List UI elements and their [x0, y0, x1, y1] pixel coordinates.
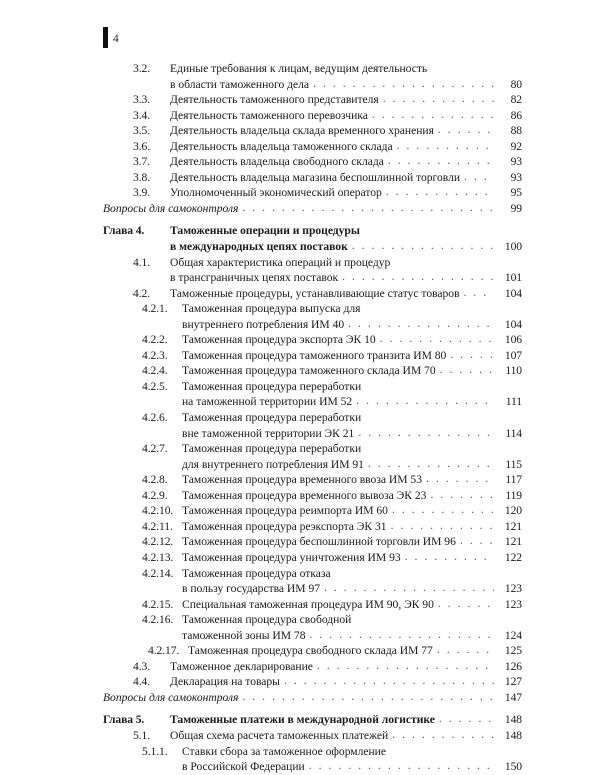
toc-entry-label: Вопросы для самоконтроля: [103, 201, 239, 215]
toc-entry-label: Единые требования к лицам, ведущим деятельность: [170, 62, 428, 75]
toc-entry-4.3[interactable]: [0, 659, 600, 675]
toc-entry-label: Таможенная процедура таможенного склада ИМ 70: [182, 364, 436, 378]
dot-leader: [242, 690, 494, 705]
running-head: [103, 26, 119, 48]
toc-entry-4.2.16[interactable]: [0, 628, 600, 644]
toc-entry-4.2.5[interactable]: [0, 379, 600, 395]
dot-leader: [386, 185, 494, 200]
toc-entry-body: [182, 581, 496, 597]
toc-entry-label: Таможенная процедура временного вывоза ЭК 23: [182, 488, 427, 502]
toc-entry-5.1.1[interactable]: [0, 744, 600, 760]
toc-entry-label: Деятельность таможенного представителя: [170, 93, 379, 107]
toc-entry-number: 3.3.: [133, 93, 150, 107]
toc-entry-4.2.12[interactable]: [0, 534, 600, 550]
toc-entry-label: в Российской Федерации: [182, 760, 305, 774]
toc-entry-label: Деятельность владельца магазина беспошлинной торговли: [170, 170, 461, 184]
toc-entry-body: [103, 201, 496, 217]
toc-entry-4.2.1[interactable]: [0, 301, 600, 317]
toc-entry-page-number: 88: [510, 124, 522, 138]
dot-leader: [313, 77, 494, 92]
dot-leader: [438, 123, 494, 138]
toc-entry-label: Таможенная процедура таможенного транзита ИМ 80: [182, 348, 447, 362]
toc-entry-label: Декларация на товары: [170, 675, 280, 689]
toc-entry-5.1[interactable]: [0, 728, 600, 744]
toc-entry-page-number: 107: [504, 348, 522, 362]
toc-entry-body: [182, 759, 496, 775]
toc-entry-3.2[interactable]: [0, 61, 600, 77]
dot-leader: [352, 239, 494, 254]
toc-entry-4.2.1[interactable]: [0, 317, 600, 333]
dot-leader: [426, 472, 494, 487]
toc-entry-page-number: 86: [510, 108, 522, 122]
dot-leader: [464, 286, 494, 301]
toc-entry-ch4[interactable]: [0, 223, 600, 239]
toc-entry-number: 4.2.16.: [142, 613, 174, 627]
toc-entry-number: 4.2.4.: [142, 364, 168, 378]
toc-entry-4.2.6[interactable]: [0, 410, 600, 426]
toc-entry-page-number: 100: [504, 240, 522, 254]
dot-leader: [324, 581, 494, 596]
toc-entry-4.2.17[interactable]: [0, 643, 600, 659]
toc-entry-body: [182, 441, 496, 457]
toc-entry-body: [170, 223, 496, 239]
toc-entry-body: [182, 612, 496, 628]
section-spacer: [0, 705, 600, 712]
dot-leader: [439, 712, 494, 727]
toc-entry-page-number: 120: [504, 504, 522, 518]
toc-entry-page-number: 93: [510, 155, 522, 169]
toc-entry-ch5[interactable]: [0, 712, 600, 728]
toc-entry-body: [182, 317, 496, 333]
toc-entry-number: 4.4.: [133, 675, 150, 689]
toc-entry-page-number: 93: [510, 170, 522, 184]
toc-entry-label: Деятельность владельца склада временного хранения: [170, 124, 434, 138]
toc-entry-label: Общая характеристика операций и процедур: [170, 255, 391, 269]
toc-entry-3.2[interactable]: [0, 77, 600, 93]
toc-entry-number: 4.2.6.: [142, 411, 168, 425]
toc-entry-4.2.7[interactable]: [0, 457, 600, 473]
toc-entry-page-number: 99: [510, 201, 522, 215]
toc-entry-label: в пользу государства ИМ 97: [182, 582, 321, 596]
toc-entry-body: [170, 108, 496, 124]
toc-entry-body: [182, 744, 496, 760]
toc-entry-page-number: 117: [505, 473, 522, 487]
toc-entry-body: [182, 301, 496, 317]
toc-entry-4.2.2[interactable]: [0, 332, 600, 348]
toc-entry-page-number: 92: [510, 139, 522, 153]
toc-entry-label: Таможенная процедура свободной: [182, 613, 352, 627]
toc-entry-number: 4.2.15.: [142, 597, 174, 611]
dot-leader: [438, 597, 494, 612]
dot-leader: [392, 728, 494, 743]
toc-entry-label: Таможенное декларирование: [170, 659, 313, 673]
toc-entry-number: 4.2.14.: [142, 566, 174, 580]
toc-entry-4.2.14[interactable]: [0, 581, 600, 597]
toc-entry-4.2.5[interactable]: [0, 394, 600, 410]
toc-entry-number: 3.8.: [133, 170, 150, 184]
toc-entry-page-number: 114: [505, 426, 522, 440]
dot-leader: [342, 270, 494, 285]
toc-entry-page-number: 148: [504, 728, 522, 742]
dot-leader: [440, 363, 494, 378]
dot-leader: [356, 394, 494, 409]
toc-entry-body: [182, 394, 496, 410]
dot-leader: [368, 457, 494, 472]
toc-entry-4.2.9[interactable]: [0, 488, 600, 504]
toc-entry-label: в области таможенного дела: [170, 77, 310, 91]
toc-entry-page-number: 110: [505, 364, 522, 378]
toc-entry-body: [182, 410, 496, 426]
toc-entry-page-number: 104: [504, 317, 522, 331]
toc-entry-body: [170, 61, 496, 77]
toc-entry-page-number: 101: [504, 271, 522, 285]
toc-entry-body: [188, 643, 496, 659]
toc-entry-label: Таможенная процедура реэкспорта ЭК 31: [182, 519, 387, 533]
toc-entry-label: Таможенная процедура беспошлинной торговли ИМ 96: [182, 535, 456, 549]
toc-entry-body: [170, 92, 496, 108]
toc-entry-4.2.7[interactable]: [0, 441, 600, 457]
toc-entry-number: 3.4.: [133, 108, 150, 122]
toc-entry-label: Вопросы для самоконтроля: [103, 690, 239, 704]
toc-entry-body: [170, 170, 496, 186]
toc-entry-body: [182, 597, 496, 613]
dot-leader: [460, 534, 494, 549]
toc-entry-page-number: 95: [510, 186, 522, 200]
toc-entry-label: Таможенная процедура реимпорта ИМ 60: [182, 504, 388, 518]
toc-entry-3.4[interactable]: [0, 108, 600, 124]
dot-leader: [391, 519, 494, 534]
toc-entry-label: на таможенной территории ИМ 52: [182, 395, 353, 409]
toc-entry-4.2.3[interactable]: [0, 348, 600, 364]
toc-entry-body: [170, 239, 496, 255]
toc-entry-body: [170, 270, 496, 286]
dot-leader: [358, 426, 494, 441]
toc-entry-label: Таможенная процедура переработки: [182, 411, 362, 425]
toc-entry-body: [182, 457, 496, 473]
dot-leader: [348, 317, 494, 332]
toc-entry-number: 5.1.1.: [142, 744, 168, 758]
toc-entry-label: Деятельность владельца свободного склада: [170, 155, 384, 169]
toc-entry-body: [182, 628, 496, 644]
toc-entry-page-number: 115: [505, 457, 522, 471]
toc-entry-body: [170, 185, 496, 201]
toc-entry-number: 3.2.: [133, 62, 150, 75]
toc-entry-body: [182, 472, 496, 488]
toc-entry-label: Деятельность таможенного перевозчика: [170, 108, 368, 122]
toc-entry-label: в международных цепях поставок: [170, 240, 348, 254]
toc-entry-page-number: 150: [504, 760, 522, 774]
toc-entry-body: [170, 674, 496, 690]
toc-entry-body: [170, 659, 496, 675]
toc-entry-number: 3.9.: [133, 186, 150, 200]
toc-entry-body: [170, 139, 496, 155]
toc-entry-note-4[interactable]: [0, 690, 600, 706]
toc-entry-3.8[interactable]: [0, 170, 600, 186]
toc-entry-page-number: 147: [504, 690, 522, 704]
toc-entry-label: в трансграничных цепях поставок: [170, 271, 339, 285]
toc-entry-number: 4.2.3.: [142, 348, 168, 362]
toc-entry-number: 3.7.: [133, 155, 150, 169]
toc-entry-page-number: 104: [504, 286, 522, 300]
toc-entry-number: 4.2.8.: [142, 473, 168, 487]
table-of-contents: [0, 61, 600, 775]
dot-leader: [397, 139, 494, 154]
toc-entry-number: 4.2.12.: [142, 535, 174, 549]
toc-entry-body: [170, 728, 496, 744]
toc-entry-body: [182, 503, 496, 519]
toc-entry-label: таможенной зоны ИМ 78: [182, 628, 306, 642]
toc-entry-label: внутреннего потребления ИМ 40: [182, 317, 345, 331]
toc-entry-number: 5.1.: [133, 728, 150, 742]
toc-entry-4.1[interactable]: [0, 270, 600, 286]
toc-entry-label: Таможенная процедура переработки: [182, 379, 362, 393]
dot-leader: [437, 643, 494, 658]
toc-entry-number: Глава 5.: [103, 713, 145, 727]
toc-entry-label: Таможенные платежи в международной логистике: [170, 713, 435, 727]
dot-leader: [405, 550, 494, 565]
toc-entry-ch4[interactable]: [0, 239, 600, 255]
dot-leader: [450, 348, 494, 363]
toc-entry-body: [182, 426, 496, 442]
toc-entry-page-number: 82: [510, 93, 522, 107]
toc-entry-note-3[interactable]: [0, 201, 600, 217]
toc-entry-4.2.16[interactable]: [0, 612, 600, 628]
toc-entry-4.2.13[interactable]: [0, 550, 600, 566]
toc-entry-body: [182, 519, 496, 535]
toc-entry-3.5[interactable]: [0, 123, 600, 139]
section-spacer: [0, 216, 600, 223]
toc-entry-number: 4.2.13.: [142, 550, 174, 564]
toc-entry-4.4[interactable]: [0, 674, 600, 690]
dot-leader: [380, 332, 494, 347]
toc-entry-label: Таможенная процедура выпуска для: [182, 302, 361, 316]
toc-entry-4.2.10[interactable]: [0, 503, 600, 519]
toc-entry-body: [170, 154, 496, 170]
toc-entry-body: [170, 123, 496, 139]
dot-leader: [284, 674, 494, 689]
toc-entry-4.2.15[interactable]: [0, 597, 600, 613]
toc-entry-label: для внутреннего потребления ИМ 91: [182, 457, 364, 471]
toc-entry-page-number: 123: [504, 582, 522, 596]
toc-entry-label: вне таможенной территории ЭК 21: [182, 426, 355, 440]
toc-entry-number: 4.2.10.: [142, 504, 174, 518]
toc-entry-page-number: 123: [504, 597, 522, 611]
toc-entry-body: [182, 332, 496, 348]
toc-entry-label: Ставки сбора за таможенное оформление: [182, 744, 386, 758]
dot-leader: [392, 503, 494, 518]
toc-entry-label: Таможенные процедуры, устанавливающие статус товаров: [170, 286, 460, 300]
toc-entry-body: [170, 255, 496, 271]
toc-entry-4.2[interactable]: [0, 286, 600, 302]
toc-entry-body: [182, 550, 496, 566]
toc-entry-4.1[interactable]: [0, 255, 600, 271]
toc-entry-4.2.6[interactable]: [0, 426, 600, 442]
toc-entry-number: 4.2.2.: [142, 333, 168, 347]
toc-entry-body: [170, 286, 496, 302]
toc-entry-label: Уполномоченный экономический оператор: [170, 186, 382, 200]
toc-entry-5.1.1[interactable]: [0, 759, 600, 775]
toc-entry-page-number: 106: [504, 333, 522, 347]
dot-leader: [430, 488, 494, 503]
toc-entry-label: Таможенная процедура свободного склада ИМ 77: [188, 644, 433, 658]
toc-entry-number: 4.3.: [133, 659, 150, 673]
toc-entry-page-number: 111: [505, 395, 522, 409]
toc-entry-number: 3.6.: [133, 139, 150, 153]
toc-entry-label: Таможенная процедура переработки: [182, 442, 362, 456]
toc-entry-4.2.11[interactable]: [0, 519, 600, 535]
toc-entry-number: 4.2.5.: [142, 379, 168, 393]
dot-leader: [317, 659, 494, 674]
toc-entry-number: 4.2.9.: [142, 488, 168, 502]
dot-leader: [372, 108, 494, 123]
toc-entry-page-number: 124: [504, 628, 522, 642]
toc-entry-label: Таможенная процедура отказа: [182, 566, 331, 580]
toc-entry-page-number: 125: [504, 644, 522, 658]
dot-leader: [309, 628, 494, 643]
toc-entry-page-number: 126: [504, 659, 522, 673]
dot-leader: [383, 92, 494, 107]
toc-entry-page-number: 121: [504, 519, 522, 533]
toc-entry-page-number: 127: [504, 675, 522, 689]
toc-entry-page-number: 122: [504, 550, 522, 564]
toc-entry-label: Специальная таможенная процедура ИМ 90, ЭК 90: [182, 597, 434, 611]
toc-entry-4.2.14[interactable]: [0, 566, 600, 582]
toc-entry-label: Деятельность владельца таможенного склада: [170, 139, 393, 153]
toc-entry-3.3[interactable]: [0, 92, 600, 108]
folio-rule-icon: [103, 27, 108, 48]
dot-leader: [464, 170, 494, 185]
toc-entry-4.2.8[interactable]: [0, 472, 600, 488]
dot-leader: [309, 759, 494, 774]
toc-entry-page-number: 119: [505, 488, 522, 502]
toc-entry-label: Таможенная процедура уничтожения ИМ 93: [182, 550, 401, 564]
toc-entry-body: [182, 534, 496, 550]
toc-entry-label: Таможенная процедура временного ввоза ИМ 53: [182, 473, 422, 487]
toc-entry-body: [170, 712, 496, 728]
toc-entry-body: [182, 488, 496, 504]
toc-entry-number: 4.2.11.: [142, 519, 173, 533]
toc-entry-label: Общая схема расчета таможенных платежей: [170, 728, 389, 742]
toc-entry-number: 4.2.1.: [142, 302, 168, 316]
page-number: 4: [113, 33, 119, 46]
toc-entry-body: [170, 77, 496, 93]
toc-entry-page-number: 148: [504, 713, 522, 727]
toc-entry-3.9[interactable]: [0, 185, 600, 201]
toc-entry-label: Таможенная процедура экспорта ЭК 10: [182, 333, 376, 347]
toc-entry-body: [182, 348, 496, 364]
toc-entry-body: [182, 363, 496, 379]
toc-entry-page-number: 80: [510, 77, 522, 91]
dot-leader: [242, 201, 494, 216]
toc-entry-4.2.4[interactable]: [0, 363, 600, 379]
dot-leader: [388, 154, 494, 169]
toc-entry-number: 4.2.7.: [142, 442, 168, 456]
toc-entry-number: Глава 4.: [103, 224, 145, 238]
toc-entry-number: 4.1.: [133, 255, 150, 269]
toc-entry-body: [182, 379, 496, 395]
toc-entry-label: Таможенные операции и процедуры: [170, 224, 360, 238]
toc-entry-page-number: 121: [504, 535, 522, 549]
toc-entry-number: 4.2.17.: [148, 644, 180, 658]
toc-entry-body: [182, 566, 496, 582]
toc-entry-body: [103, 690, 496, 706]
toc-entry-3.6[interactable]: [0, 139, 600, 155]
toc-entry-number: 4.2.: [133, 286, 150, 300]
toc-entry-number: 3.5.: [133, 124, 150, 138]
toc-entry-3.7[interactable]: [0, 154, 600, 170]
